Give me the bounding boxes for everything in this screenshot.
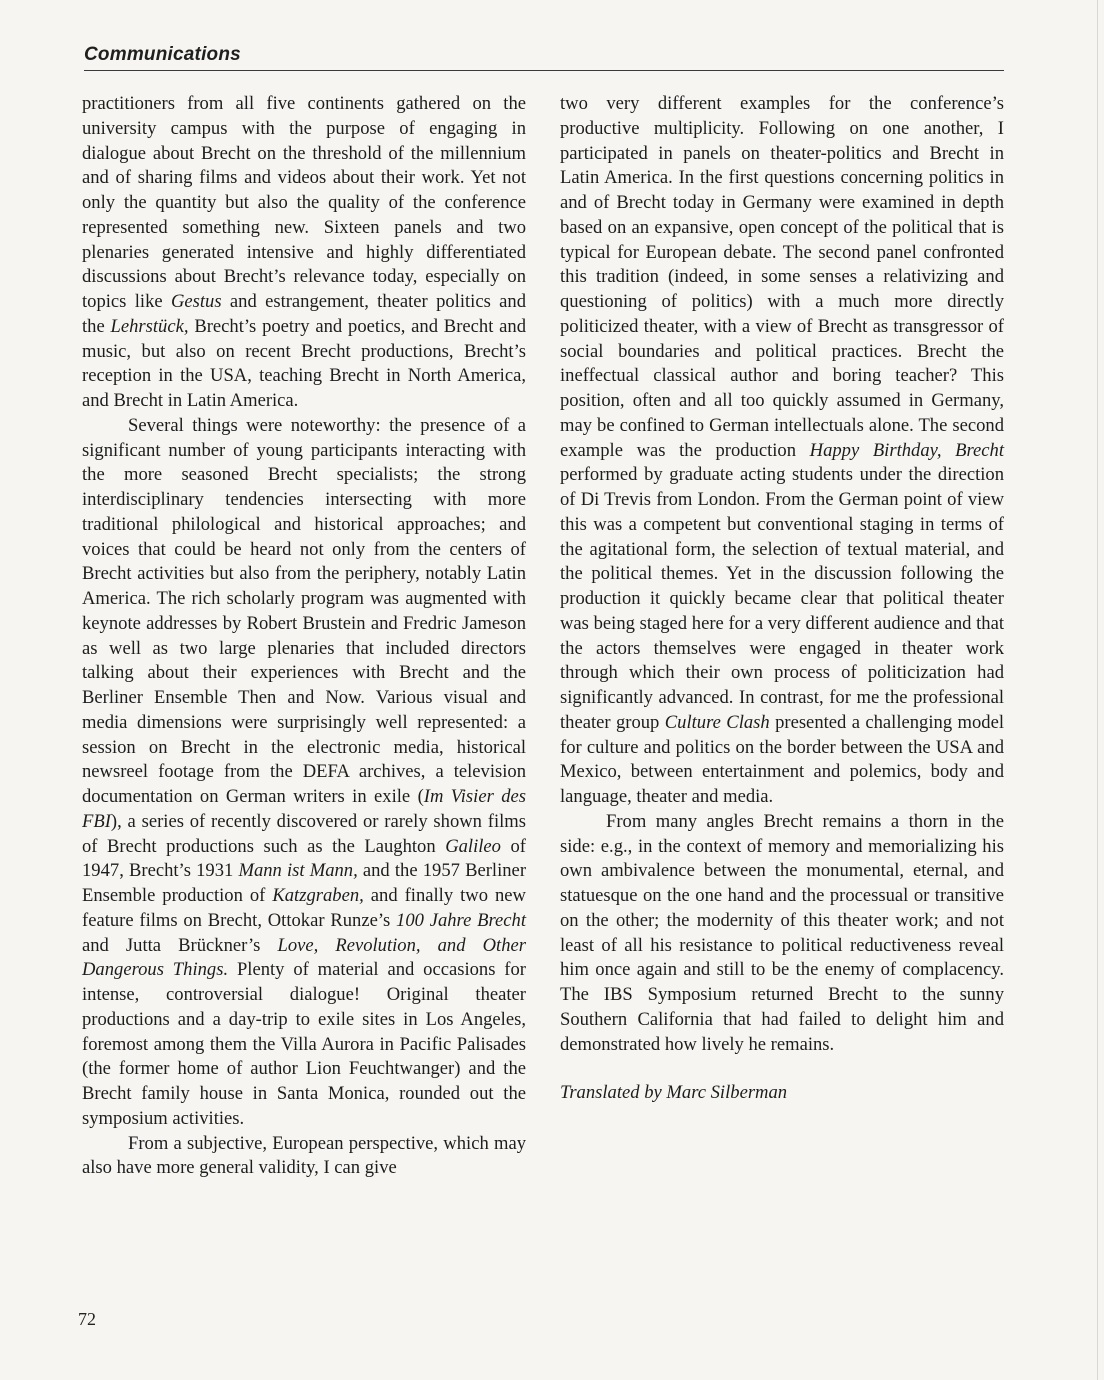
- text-run: Several things were noteworthy: the presence of a significant number of young participants interacting with the more seasoned Brecht specialists; the strong interdisciplinary tendencies intersecting with more traditional philological and historical approaches; and voices that could be heard not only from the centers of Brecht activities but also from the periphery, notably Latin America. The rich scholarly program was augmented with keynote addresses by Robert Brustein and Fredric Jameson as well as two large plenaries that included directors talking about their experiences with Brecht and the Berliner Ensemble Then and Now. Various visual and media dimensions were surprisingly well represented: a session on Brecht in the electronic media, historical newsreel footage from the DEFA archives, a television documentation on German writers in exile (: [82, 414, 526, 807]
- italic-title: Katzgraben,: [272, 885, 364, 906]
- right-column: [560, 92, 1004, 1106]
- italic-title: Culture Clash: [664, 711, 770, 733]
- right-paragraph-2: [560, 810, 1004, 1058]
- text-run: of 1947, Brecht’s 1931: [82, 835, 526, 882]
- italic-title: Happy Birthday, Brecht: [809, 439, 1005, 461]
- italic-term: Lehrstück,: [110, 315, 189, 337]
- italic-term: Gestus: [170, 291, 222, 312]
- translator-credit: Translated by Marc Silberman: [560, 1082, 788, 1104]
- left-column: [82, 92, 526, 1181]
- italic-title: Love, Revolution, and Other Dangerous Things.: [82, 934, 526, 981]
- text-run: From many angles Brecht remains a thorn in the side: e.g., in the context of memory and memorializing his own ambivalence between the monumental, eternal, and statuesque on the one hand and the processual or transitive on the other; the modernity of this theater work; and not least of all his resistance to political reductiveness reveal him once again and still to be the enemy of complacency. The IBS Symposium returned Brecht to the sunny Southern California that had failed to delight him and demonstrated how lively he remains.: [560, 810, 1004, 1055]
- left-paragraph-3: [82, 1132, 526, 1182]
- scan-edge-divider: [1097, 0, 1098, 1380]
- italic-title: Im Visier des FBI: [82, 786, 526, 832]
- text-run: Plenty of material and occasions for intense, controversial dialogue! Original theater productions and a day-trip to exile sites in Los Angeles, foremost among them the Villa Aurora in Pacific Palisades (the former home of author Lion Feuchtwanger) and the Brecht family house in Santa Monica, rounded out the symposium activities.: [82, 959, 526, 1129]
- left-paragraph-2: [82, 414, 526, 1132]
- running-header: [84, 40, 1004, 71]
- text-run: From a subjective, European perspective, which may also have more general validity, I can give: [82, 1132, 526, 1179]
- text-run: and Jutta Brückner’s: [82, 934, 278, 956]
- section-title: Communications: [84, 44, 241, 65]
- text-run: and the 1957 Berliner Ensemble production of: [82, 860, 527, 906]
- text-run: Brecht’s poetry and poetics, and Brecht and music, but also on recent Brecht productions, Brecht’s reception in the USA, teaching Brecht in North America, and Brecht in Latin America.: [82, 315, 527, 411]
- italic-title: 100 Jahre Brecht: [396, 909, 526, 931]
- italic-title: Mann ist Mann,: [238, 860, 358, 882]
- text-run: practitioners from all five continents gathered on the university campus with the purpose of engaging in dialogue about Brecht on the threshold of the millennium and of sharing films and videos about their work. Yet not only the quantity but also the quality of the conference represented something new. Sixteen panels and two plenaries generated intensive and highly differentiated discussions about Brecht’s relevance today, especially on topics like: [82, 93, 526, 312]
- right-paragraph-1: [560, 92, 1004, 810]
- italic-title: Galileo: [445, 835, 501, 857]
- text-run: presented a challenging model for culture and politics on the border between the USA and Mexico, between entertainment and polemics, body and language, theater and media.: [560, 711, 1004, 807]
- text-run: performed by graduate acting students under the direction of Di Trevis from London. From the German point of view this was a competent but conventional staging in terms of the agitational form, the selection of textual material, and the political themes. Yet in the discussion following the production it quickly became clear that political theater was being staged here for a very different audience and that the actors themselves were engaged in theater work through which their own process of politicization had significantly advanced. In contrast, for me the professional theater group: [560, 464, 1004, 733]
- text-run: and finally two new feature films on Brecht, Ottokar Runze’s: [82, 885, 526, 931]
- text-run: ), a series of recently discovered or rarely shown films of Brecht productions such as the Laughton: [82, 810, 526, 857]
- text-run: two very different examples for the conference’s productive multiplicity. Following on one another, I participated in panels on theater-politics and Brecht in Latin America. In the first questions concerning politics in and of Brecht today in Germany were examined in depth based on an expansive, open concept of the political that is typical for European debate. The second panel confronted this tradition (indeed, in some senses a relativizing and questioning of politics) with a much more directly politicized theater, with a view of Brecht as transgressor of social boundaries and political practices. Brecht the ineffectual classical author and boring teacher? This position, often and all too quickly assumed in Germany, may be confined to German intellectuals alone. The second example was the production: [560, 93, 1004, 461]
- text-run: and estrangement, theater politics and the: [82, 291, 526, 337]
- page-number: 72: [78, 1309, 96, 1329]
- left-paragraph-1: [82, 92, 526, 414]
